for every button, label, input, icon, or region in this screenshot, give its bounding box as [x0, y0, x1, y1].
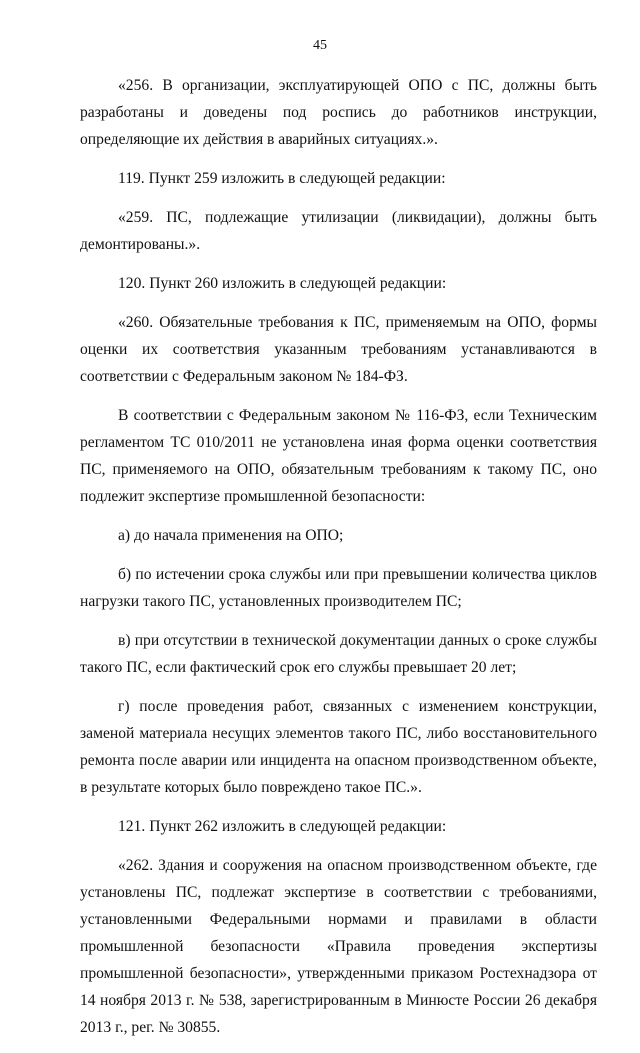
paragraph-item-119: 119. Пункт 259 изложить в следующей редакции: — [118, 170, 446, 187]
paragraph-262: «262. Здания и сооружения на опасном производственном объекте, где установлены ПС, подлежат экспертизе в соответствии с требованиями, установленными Федеральными нормами и правилами в области промышленной безопасности «Правила проведения экспертизы промышленной безопасности», утвержденными приказом Ростехнадзора от 14 ноября 2013 г. № 538, зарегистрированным в Минюсте России 26 декабря 2013 г., рег. № 30855. — [80, 857, 597, 1036]
list-item-v: в) при отсутствии в технической документации данных о сроке службы такого ПС, если фактический срок его службы превышает 20 лет; — [80, 632, 597, 676]
paragraph-260: «260. Обязательные требования к ПС, применяемым на ОПО, формы оценки их соответствия указанным требованиям устанавливаются в соответствии с Федеральным законом № 184-ФЗ. — [80, 314, 597, 385]
page-number: 45 — [313, 38, 327, 53]
paragraph-item-121: 121. Пункт 262 изложить в следующей редакции: — [118, 818, 447, 835]
paragraph-item-120: 120. Пункт 260 изложить в следующей редакции: — [118, 275, 447, 292]
list-item-a: а) до начала применения на ОПО; — [118, 527, 344, 544]
list-item-b: б) по истечении срока службы или при превышении количества циклов нагрузки такого ПС, установленных производителем ПС; — [80, 566, 597, 610]
paragraph-256: «256. В организации, эксплуатирующей ОПО с ПС, должны быть разработаны и доведены под роспись до работников инструкции, определяющие их действия в аварийных ситуациях.». — [80, 77, 597, 148]
paragraph-116-fz: В соответствии с Федеральным законом № 116-ФЗ, если Техническим регламентом ТС 010/2011 не установлена иная форма оценки соответствия ПС, применяемого на ОПО, обязательным требованиям к такому ПС, оно подлежит экспертизе промышленной безопасности: — [80, 407, 597, 505]
list-item-g: г) после проведения работ, связанных с изменением конструкции, заменой материала несущих элементов такого ПС, либо восстановительного ремонта после аварии или инцидента на опасном производственном объекте, в результате которых было повреждено такое ПС.». — [80, 698, 597, 796]
document-body — [80, 72, 597, 1053]
paragraph-259: «259. ПС, подлежащие утилизации (ликвидации), должны быть демонтированы.». — [80, 209, 597, 253]
